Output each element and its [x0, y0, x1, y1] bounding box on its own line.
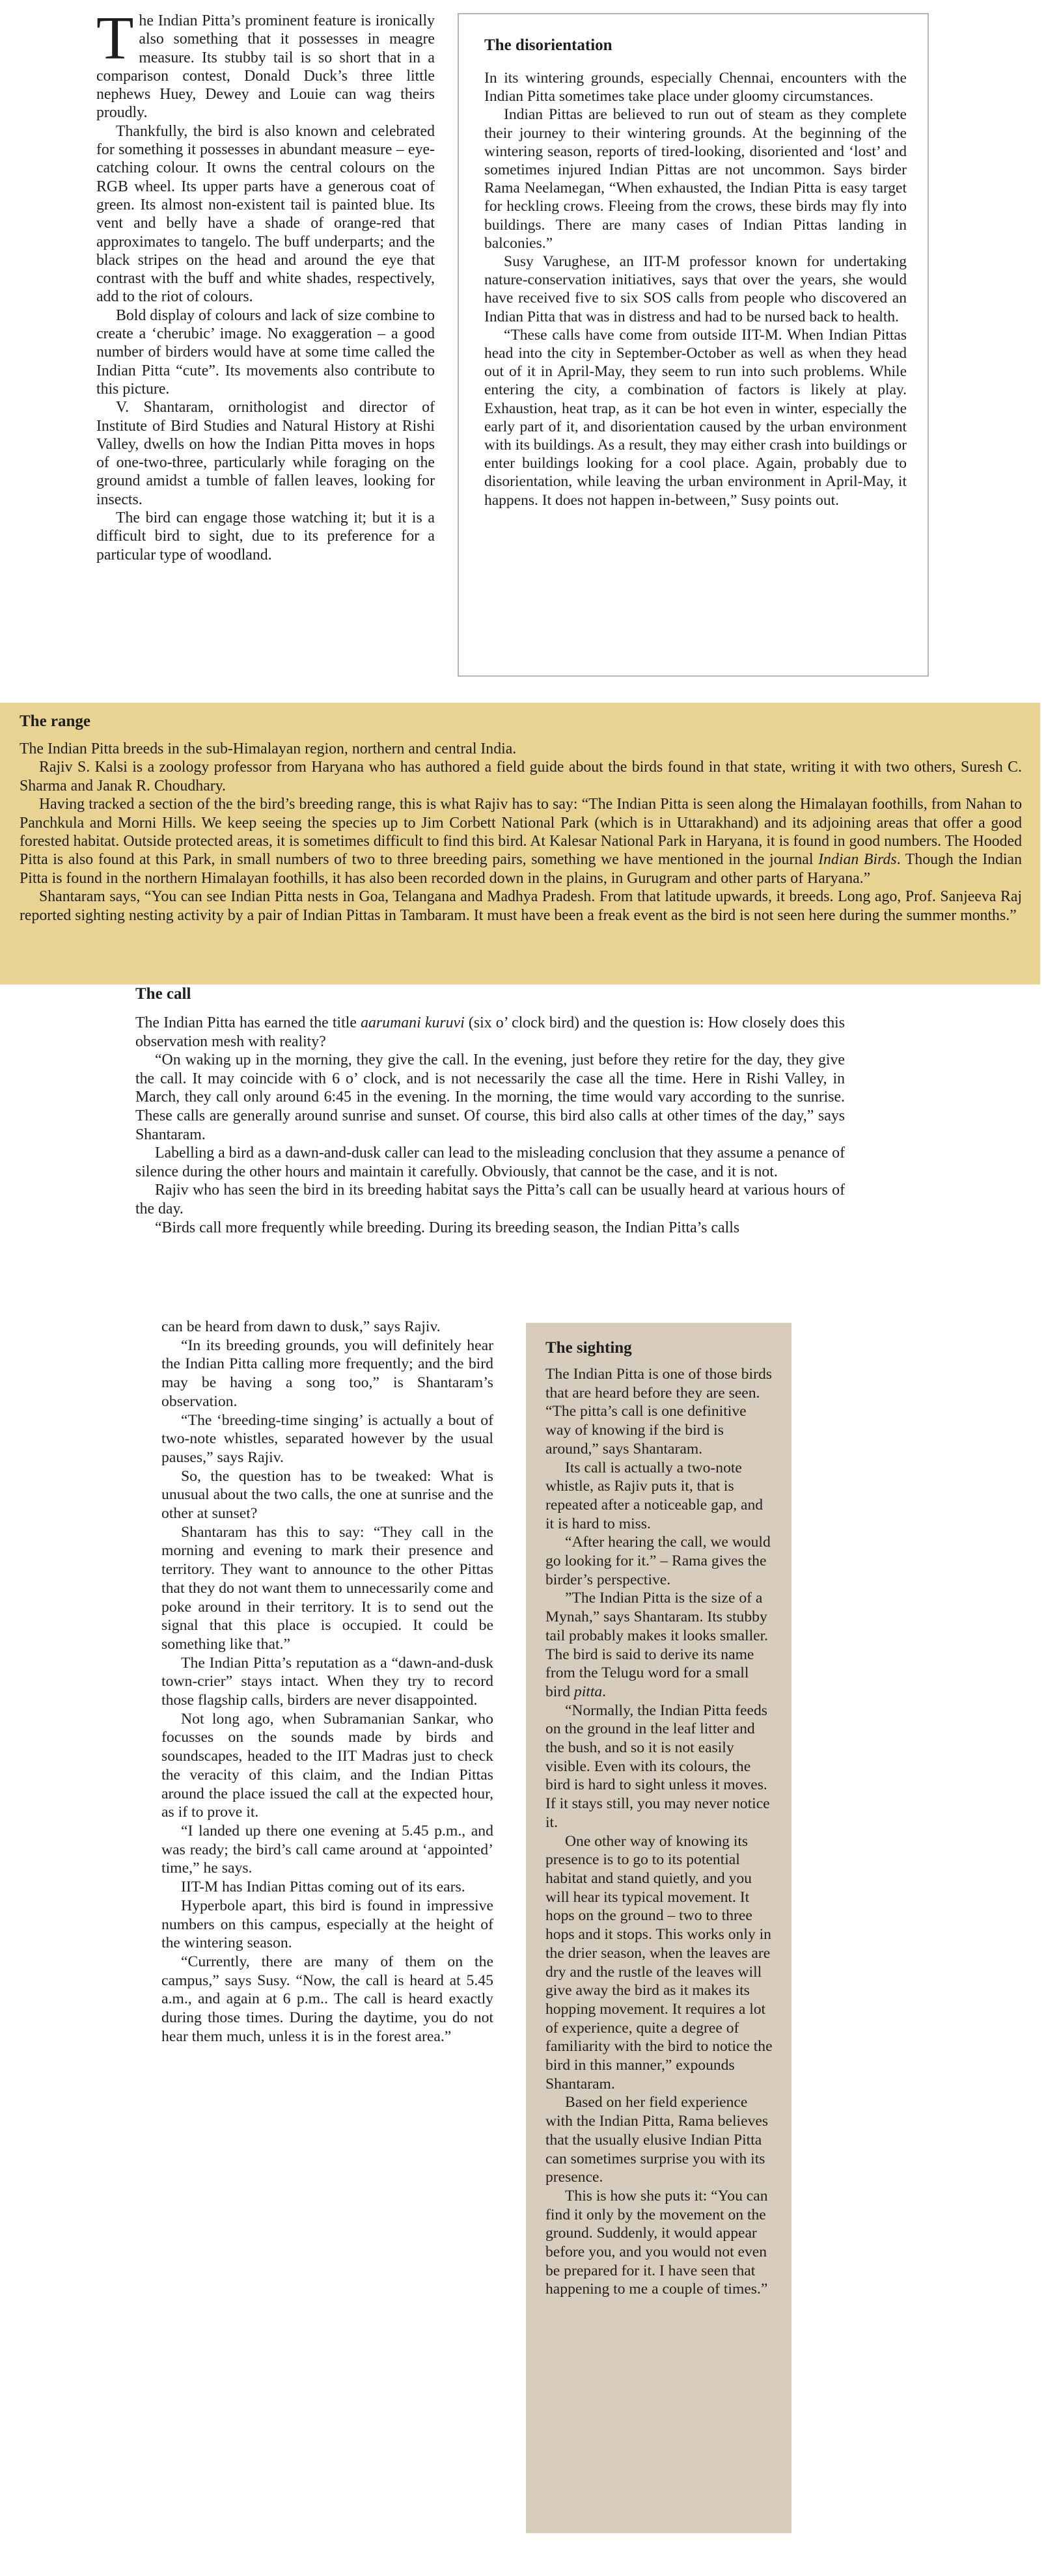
disorientation-paragraph: “These calls have come from outside IIT-M. When Indian Pittas head into the city in September-October as well as when they head out of it in April-May, they seem to run into such problems. While entering the city, a combination of factors is likely at play. Exhaustion, heat trap, as it can be hot even in winter, especially the early part of it, and disorientation caused by the urban environment with its buildings. As a result, they may either crash into buildings or enter buildings looking for a cool place. Again, probably due to disorientation, while leaving the urban environment in April-May, it happens. It does not happen in-between,” Susy points out.	[484, 326, 907, 509]
range-section	[0, 703, 1040, 984]
disorientation-heading: The disorientation	[484, 36, 612, 54]
intro-paragraph: The bird can engage those watching it; but it is a difficult bird to sight, due to its preference for a particular type of woodland.	[96, 509, 435, 563]
call-paragraph: IIT-M has Indian Pittas coming out of its ears.	[181, 1878, 465, 1896]
call-paragraph: “I landed up there one evening at 5.45 p.m., and was ready; the bird’s call came around at ‘appointed’ time,” he says.	[161, 1822, 493, 1877]
intro-column	[96, 5, 435, 564]
call-continuation-column	[161, 1318, 493, 2046]
disorientation-paragraph: Susy Varughese, an IIT-M professor known for undertaking nature-conservation initiatives, says that over the years, she would have received five to six SOS calls from people who discovered an Indian Pitta that was in distress and had to be nursed back to health.	[484, 253, 907, 325]
telugu-word: pitta	[573, 1683, 603, 1700]
call-paragraph: Labelling a bird as a dawn-and-dusk caller can lead to the misleading conclusion that they assume a penance of silence during the other hours and maintain it carefully. Obviously, that cannot be the case, and it is not.	[135, 1145, 845, 1180]
call-paragraph: Hyperbole apart, this bird is found in impressive numbers on this campus, especially at the height of the wintering season.	[161, 1897, 493, 1952]
call-paragraph: “On waking up in the morning, they give the call. In the evening, just before they retire for the day, they give the call. It may coincide with 6 o’ clock, and is not necessarily the case all the time. Here in Rishi Valley, in March, they call only around 6:45 in the evening. In the morning, the time would vary according to the sunrise. These calls are generally around sunrise and sunset. Of course, this bird also calls at other times of the day,” says Shantaram.	[135, 1051, 845, 1143]
disorientation-paragraph: Indian Pittas are believed to run out of steam as they complete their journey to their wintering grounds. At the beginning of the wintering season, reports of tired-looking, disoriented and ‘lost’ and sometimes injured Indian Pittas are not uncommon. Says birder Rama Neelamegan, “When exhausted, the Indian Pitta is easy target for heckling crows. Fleeing from the crows, these birds may fly into buildings. There are many cases of Indian Pittas landing in balconies.”	[484, 106, 907, 252]
sighting-paragraph: Based on her field experience with the Indian Pitta, Rama believes that the usually elusive Indian Pitta can sometimes surprise you with its presence.	[545, 2094, 769, 2186]
tamil-title: aarumani kuruvi	[361, 1014, 465, 1031]
journal-title: Indian Birds	[818, 851, 897, 869]
disorientation-sidebar	[458, 13, 929, 677]
call-paragraph: “The ‘breeding-time singing’ is actually a bout of two-note whistles, separated however by the usual pauses,” says Rajiv.	[161, 1411, 493, 1466]
call-section	[135, 985, 845, 1237]
call-paragraph: “Birds call more frequently while breeding. During its breeding season, the Indian Pitta’s calls	[155, 1219, 740, 1236]
intro-paragraph: Thankfully, the bird is also known and celebrated for something it possesses in abundant measure – eye-catching colour. It owns the central colours on the RGB wheel. Its upper parts have a generous coat of green. Its almost non-existent tail is painted blue. Its vent and belly have a shade of orange-red that approximates to tangelo. The buff underparts; and the black stripes on the head and around the eye that contrast with the buff and white shades, respectively, add to the riot of colours.	[96, 122, 435, 306]
sighting-paragraph: Its call is actually a two-note whistle, as Rajiv puts it, that is repeated after a noticeable gap, and it is hard to miss.	[545, 1459, 764, 1532]
call-paragraph: The Indian Pitta’s reputation as a “dawn-and-dusk town-crier” stays intact. When they try to record those flagship calls, birders are never disappointed.	[161, 1654, 493, 1709]
call-paragraph: The Indian Pitta has earned the title aarumani kuruvi (six o’ clock bird) and the question is: How closely does this observation mesh with reality?	[135, 1014, 846, 1050]
call-paragraph: Not long ago, when Subramanian Sankar, who focusses on the sounds made by birds and soundscapes, headed to the IIT Madras just to check the veracity of this claim, and the Indian Pittas around the place issued the call at the expected hour, as if to prove it.	[161, 1710, 493, 1821]
range-paragraph: Rajiv S. Kalsi is a zoology professor from Haryana who has authored a field guide about the birds found in that state, writing it with two others, Suresh C. Sharma and Janak R. Choudhary.	[20, 759, 1022, 794]
range-heading: The range	[20, 712, 91, 730]
sighting-paragraph: “Normally, the Indian Pitta feeds on the ground in the leaf litter and the bush, and so it is not easily visible. Even with its colours, the bird is hard to sight unless it moves. If it stays still, you may never notice it.	[545, 1702, 770, 1831]
drop-cap: T	[96, 5, 134, 72]
intro-paragraph: Bold display of colours and lack of size combine to create a ‘cherubic’ image. No exaggeration – a good number of birders would have at some time called the Indian Pitta “cute”. Its movements also contribute to this picture.	[96, 306, 435, 398]
sighting-paragraph: One other way of knowing its presence is to go to its potential habitat and stand quietly, and you will hear its typical movement. It hops on the ground – two to three hops and it stops. This works only in the drier season, when the leaves are dry and the rustle of the leaves will give away the bird as it makes its hopping movement. It requires a lot of experience, quite a degree of familiarity with the bird to notice the bird in this manner,” expounds Shantaram.	[545, 1832, 773, 2093]
call-heading: The call	[135, 985, 191, 1003]
sighting-paragraph: This is how she puts it: “You can find it only by the movement on the ground. Suddenly, it would appear before you, and you would not even be prepared for it. I have seen that happening to me a couple of times.”	[545, 2187, 768, 2298]
sighting-paragraph: The Indian Pitta is one of those birds that are heard before they are seen. “The pitta’s call is one definitive way of knowing if the bird is around,” says Shantaram.	[545, 1366, 772, 1457]
range-paragraph: The Indian Pitta breeds in the sub-Himalayan region, northern and central India.	[20, 740, 517, 757]
call-paragraph: Rajiv who has seen the bird in its breeding habitat says the Pitta’s call can be usually heard at various hours of the day.	[135, 1182, 845, 1217]
call-paragraph: “Currently, there are many of them on the campus,” says Susy. “Now, the call is heard at 5.45 a.m., and again at 6 p.m.. The call is heard exactly during those times. During the daytime, you do not hear them much, unless it is in the forest area.”	[161, 1953, 493, 2045]
disorientation-paragraph: In its wintering grounds, especially Chennai, encounters with the Indian Pitta sometimes take place under gloomy circumstances.	[484, 70, 907, 105]
range-paragraph: Having tracked a section of the the bird’s breeding range, this is what Rajiv has to say: “The Indian Pitta is seen along the Himalayan foothills, from Nahan to Panchkula and Morni Hills. We keep seeing the species up to Jim Corbett National Park (which is in Uttarakhand) and its adjoining areas that offer a good forested habitat. Outside protected areas, it is sometimes difficult to find this bird. At Kalesar National Park in Haryana, it is found in good numbers. The Hooded Pitta is also found at this Park, in small numbers of two to three breeding pairs, something we have mentioned in the journal Indian Birds. Though the Indian Pitta is found in the northern Himalayan foothills, it has also been recorded down in the plains, in Gurugram and other parts of Haryana.”	[20, 796, 1023, 887]
call-paragraph: “In its breeding grounds, you will definitely hear the Indian Pitta calling more frequently; and the bird may be having a song too,” is Shantaram’s observation.	[161, 1336, 493, 1410]
call-paragraph: Shantaram has this to say: “They call in the morning and evening to mark their presence and territory. They want to announce to the other Pittas that they do not want them to unnecessarily come and poke around in their territory. It is to send out the signal that this place is occupied. It could be something like that.”	[161, 1523, 493, 1653]
call-paragraph: can be heard from dawn to dusk,” says Rajiv.	[161, 1318, 441, 1335]
call-paragraph: So, the question has to be tweaked: What is unusual about the two calls, the one at sunrise and the other at sunset?	[161, 1467, 493, 1523]
sighting-paragraph: “After hearing the call, we would go looking for it.” – Rama gives the birder’s perspective.	[545, 1534, 771, 1588]
intro-paragraph: V. Shantaram, ornithologist and director of Institute of Bird Studies and Natural History at Rishi Valley, dwells on how the Indian Pitta moves in hops of one-two-three, particularly while foraging on the ground amidst a tumble of fallen leaves, looking for insects.	[96, 399, 435, 508]
range-paragraph: Shantaram says, “You can see Indian Pitta nests in Goa, Telangana and Madhya Pradesh. From that latitude upwards, it breeds. Long ago, Prof. Sanjeeva Raj reported sighting nesting activity by a pair of Indian Pittas in Tambaram. It must have been a freak event as the bird is not seen here during the summer months.”	[20, 888, 1022, 924]
sighting-sidebar	[526, 1323, 791, 2533]
sighting-heading: The sighting	[545, 1339, 632, 1357]
intro-paragraph: The Indian Pitta’s prominent feature is ironically also something that it possesses in meagre measure. Its stubby tail is so short that in a comparison contest, Donald Duck’s three little nephews Huey, Dewey and Louie can wag theirs proudly.	[96, 5, 435, 122]
sighting-paragraph: ”The Indian Pitta is the size of a Mynah,” says Shantaram. Its stubby tail probably makes it looks smaller. The bird is said to derive its name from the Telugu word for a small bird pitta.	[545, 1590, 769, 1700]
